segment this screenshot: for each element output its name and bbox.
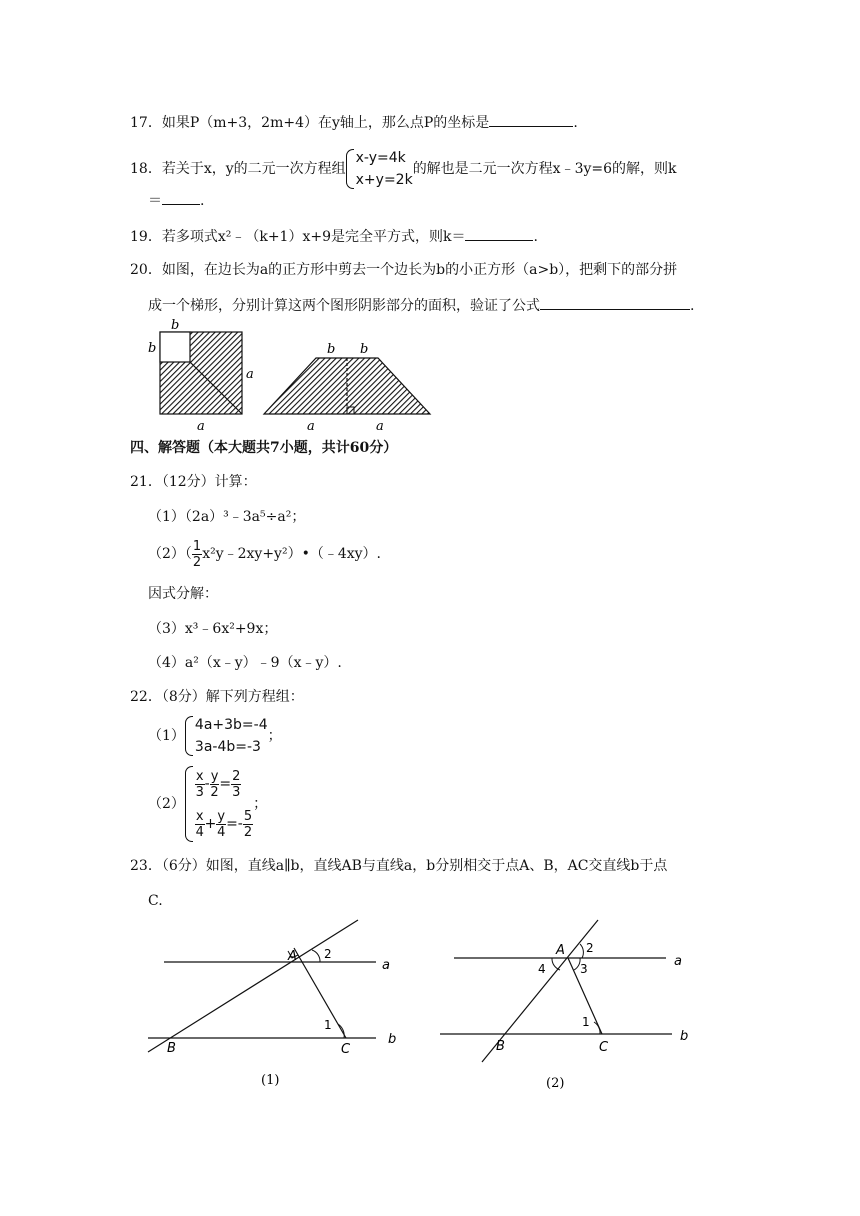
angle-arc (594, 1022, 600, 1034)
fraction (216, 809, 226, 840)
equation-line: 3a-4b=-3 (194, 739, 261, 755)
small-square (160, 332, 190, 362)
q22-part-2 (148, 762, 267, 846)
numerator: x (195, 808, 204, 824)
denominator: 4 (195, 824, 204, 840)
fraction (195, 769, 205, 800)
answer-blank[interactable] (489, 112, 573, 127)
question-18 (130, 145, 677, 193)
numerator: 1 (192, 538, 202, 554)
question-18-cont: ＝ . (148, 190, 204, 211)
question-20-cont: 成一个梯形，分别计算这两个图形阴影部分的面积，验证了公式 . (148, 295, 694, 316)
equation-system (346, 147, 413, 191)
numerator: 2 (232, 768, 241, 784)
figure-caption: (1) (261, 1073, 280, 1088)
punctuation: ； (267, 728, 282, 744)
operator: - (204, 776, 210, 792)
question-text: （6分）如图，直线a∥b，直线AB与直线a，b分别相交于点A、B，AC交直线b于点 (161, 858, 668, 874)
q21-part-1: （1）（2a）³﹣3a⁵÷a²； (148, 509, 306, 525)
equation-line: x-y=4k (355, 150, 406, 166)
angle-label-2: 2 (586, 941, 594, 955)
denominator: 4 (217, 824, 226, 840)
figure-caption: (2) (546, 1076, 565, 1091)
line-ab (148, 920, 358, 1052)
point-label-a: A (556, 943, 565, 958)
question-number: 17． (130, 115, 162, 131)
operator: =- (226, 816, 243, 832)
question-number: 19． (130, 229, 162, 245)
numerator: 5 (243, 808, 253, 824)
factor-heading: 因式分解： (148, 586, 218, 602)
label-b: b (148, 341, 157, 356)
question-23 (130, 856, 667, 876)
point-label-b: B (496, 1039, 505, 1054)
point-label-a: A (288, 949, 297, 964)
answer-blank[interactable] (465, 226, 533, 241)
fraction (195, 809, 205, 840)
answer-blank[interactable] (540, 295, 690, 310)
equation-line (195, 764, 253, 804)
question-text: 成一个梯形，分别计算这两个图形阴影部分的面积，验证了公式 (148, 298, 540, 314)
angle-arc (312, 950, 320, 962)
equation-system (185, 714, 268, 758)
equation-line: x+y=2k (355, 172, 413, 188)
question-20 (130, 260, 677, 280)
parallel-lines-figure-1 (140, 912, 410, 1094)
question-text: 若关于x，y的二元一次方程组 (161, 161, 346, 177)
angle-label-4: 4 (538, 962, 546, 976)
label-b: b (327, 342, 336, 357)
numerator: y (217, 808, 226, 824)
question-19: 19．若多项式x²﹣（k+1）x+9是完全平方式，则k＝ . (130, 226, 538, 247)
answer-blank[interactable] (162, 190, 200, 205)
question-23-cont: C. (148, 893, 163, 909)
equation-line (195, 804, 253, 844)
operator: + (204, 816, 217, 832)
fraction (243, 809, 253, 840)
question-text: （12分）计算： (161, 474, 257, 490)
question-number: 22． (130, 689, 162, 705)
part-label: （2） (148, 796, 185, 812)
label-a: a (376, 419, 384, 434)
question-17: 17．如果P（m+3，2m+4）在y轴上，那么点P的坐标是 . (130, 112, 578, 133)
denominator: 3 (232, 784, 241, 800)
q21-part-3: （3）x³﹣6x²+9x； (148, 621, 278, 637)
line-label-a: a (674, 954, 682, 969)
angle-label-2: 2 (324, 947, 332, 961)
angle-label-3: 3 (580, 962, 588, 976)
numerator: y (210, 768, 219, 784)
line-label-b: b (680, 1029, 689, 1044)
q22-part-1 (148, 712, 282, 760)
q21-part-2 (148, 537, 381, 571)
label-a: a (197, 419, 205, 434)
label-a: a (246, 367, 254, 382)
question-number: 23． (130, 858, 162, 874)
part-label: （2）（ (148, 546, 192, 562)
denominator: 3 (195, 784, 204, 800)
label-a: a (307, 419, 315, 434)
question-text: （8分）解下列方程组： (161, 689, 304, 705)
square-trapezoid-figure (140, 316, 440, 434)
fraction (210, 769, 220, 800)
question-text: 如果P（m+3，2m+4）在y轴上，那么点P的坐标是 (161, 115, 490, 131)
label-b: b (360, 342, 369, 357)
fraction (192, 539, 202, 570)
equation-line: 4a+3b=-4 (194, 717, 268, 733)
point-label-c: C (599, 1040, 609, 1055)
numerator: x (195, 768, 204, 784)
operator: = (219, 776, 232, 792)
equals-sign: ＝ (148, 193, 162, 209)
equation-system (185, 764, 253, 844)
denominator: 2 (243, 824, 253, 840)
question-text: 的解也是二元一次方程x﹣3y=6的解，则k (412, 161, 677, 177)
q21-part-4: （4）a²（x﹣y）﹣9（x﹣y）. (148, 655, 342, 671)
question-text: 若多项式x²﹣（k+1）x+9是完全平方式，则k＝ (161, 229, 466, 245)
parallel-lines-figure-2 (432, 912, 702, 1094)
angle-label-1: 1 (582, 1015, 590, 1029)
question-21 (130, 472, 257, 492)
angle-label-1: 1 (324, 1018, 332, 1032)
punctuation: ； (253, 796, 268, 812)
point-label-b: B (167, 1041, 176, 1056)
angle-arc (580, 944, 583, 958)
question-number: 20． (130, 262, 162, 278)
point-label-c: C (341, 1042, 351, 1057)
line-label-a: a (382, 958, 390, 973)
question-number: 18． (130, 161, 162, 177)
question-number: 21． (130, 474, 162, 490)
section-heading: 四、解答题（本大题共7小题，共计60分） (130, 440, 398, 456)
question-text: 如图，在边长为a的正方形中剪去一个边长为b的小正方形（a>b），把剩下的部分拼 (161, 262, 678, 278)
expression: x²y﹣2xy+y²）•（﹣4xy）. (202, 546, 382, 562)
denominator: 2 (192, 554, 202, 570)
fraction (231, 769, 241, 800)
denominator: 2 (210, 784, 219, 800)
question-22 (130, 687, 304, 707)
part-label: （1） (148, 728, 185, 744)
line-label-b: b (388, 1032, 397, 1047)
label-b: b (171, 318, 180, 333)
